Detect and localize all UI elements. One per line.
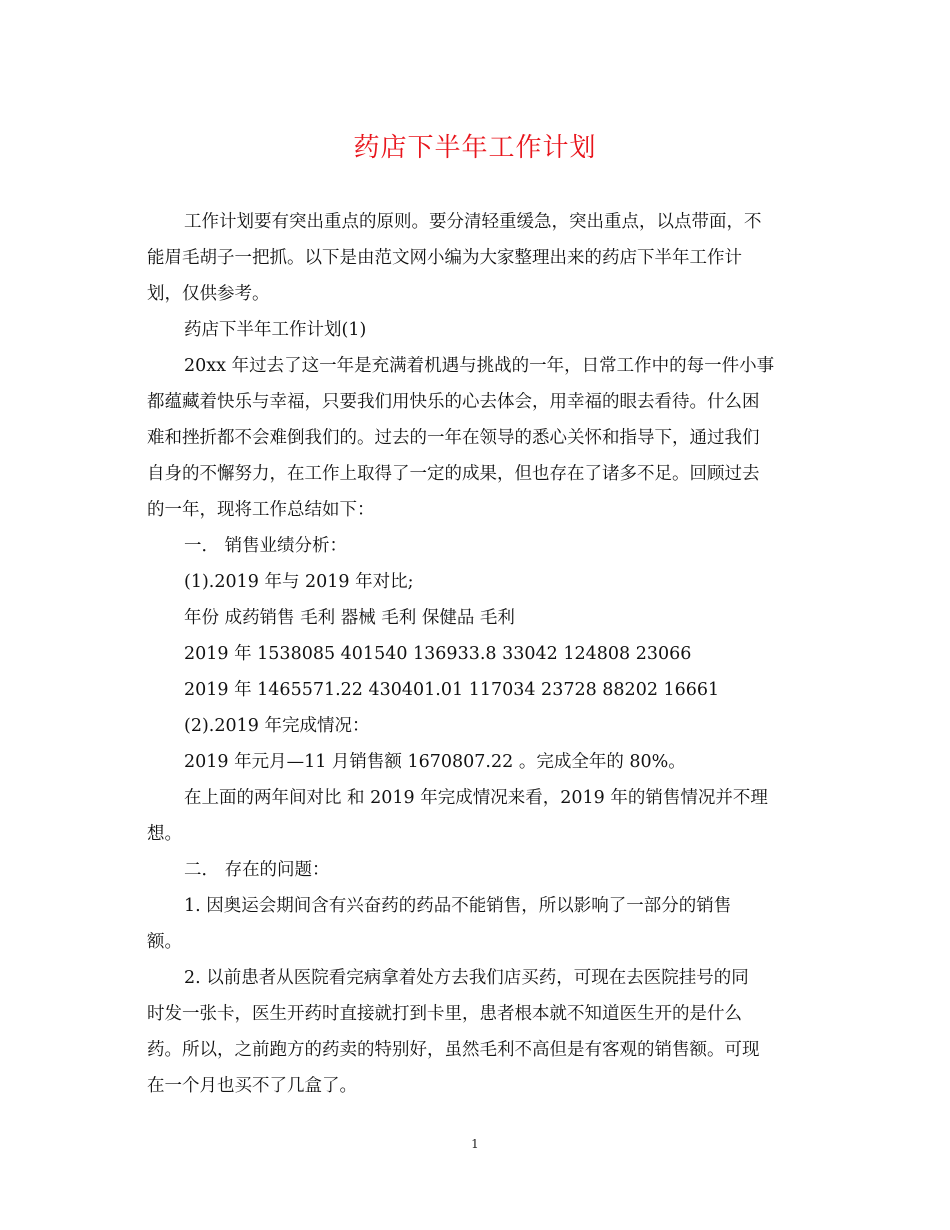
text-line: 划，仅供参考。	[147, 284, 270, 304]
text-line: 自身的不懈努力，在工作上取得了一定的成果，但也存在了诸多不足。回顾过去	[147, 464, 760, 484]
text-line: 年份 成药销售 毛利 器械 毛利 保健品 毛利	[184, 608, 515, 628]
text-line: 药。所以，之前跑方的药卖的特别好，虽然毛利不高但是有客观的销售额。可现	[147, 1040, 760, 1060]
text-line: 2019 年 1465571.22 430401.01 117034 23728 88202 16661	[184, 680, 720, 700]
text-line: 都蕴藏着快乐与幸福，只要我们用快乐的心去体会，用幸福的眼去看待。什么困	[147, 392, 760, 412]
text-line: 能眉毛胡子一把抓。以下是由范文网小编为大家整理出来的药店下半年工作计	[147, 248, 742, 268]
document-body	[147, 204, 807, 1104]
text-line: 想。	[147, 824, 182, 844]
text-line: 2019 年 1538085 401540 136933.8 33042 124808 23066	[184, 644, 692, 664]
text-line: 在上面的两年间对比 和 2019 年完成情况来看，2019 年的销售情况并不理	[184, 788, 768, 808]
text-line: 一． 销售业绩分析：	[184, 536, 348, 556]
text-line: 额。	[147, 932, 182, 952]
text-line: 工作计划要有突出重点的原则。要分清轻重缓急，突出重点，以点带面，不	[184, 212, 762, 232]
document-title: 药店下半年工作计划	[353, 133, 597, 163]
text-line: 2019 年元月—11 月销售额 1670807.22 。完成全年的 80%。	[184, 752, 686, 772]
text-line: 1. 因奥运会期间含有兴奋药的药品不能销售，所以影响了一部分的销售	[184, 896, 732, 916]
text-line: 难和挫折都不会难倒我们的。过去的一年在领导的悉心关怀和指导下，通过我们	[147, 428, 760, 448]
text-line: 二． 存在的问题：	[184, 860, 330, 880]
text-line: 时发一张卡，医生开药时直接就打到卡里，患者根本就不知道医生开的是什么	[147, 1004, 742, 1024]
text-line: (1).2019 年与 2019 年对比;	[184, 572, 414, 592]
text-line: 的一年，现将工作总结如下：	[147, 500, 375, 520]
text-line: (2).2019 年完成情况：	[184, 716, 370, 736]
text-line: 药店下半年工作计划(1)	[184, 320, 367, 340]
page-number: 1	[471, 1137, 479, 1151]
text-line: 在一个月也买不了几盒了。	[147, 1076, 357, 1096]
text-line: 20xx 年过去了这一年是充满着机遇与挑战的一年，日常工作中的每一件小事	[184, 356, 775, 376]
text-line: 2. 以前患者从医院看完病拿着处方去我们店买药，可现在去医院挂号的同	[184, 968, 749, 988]
